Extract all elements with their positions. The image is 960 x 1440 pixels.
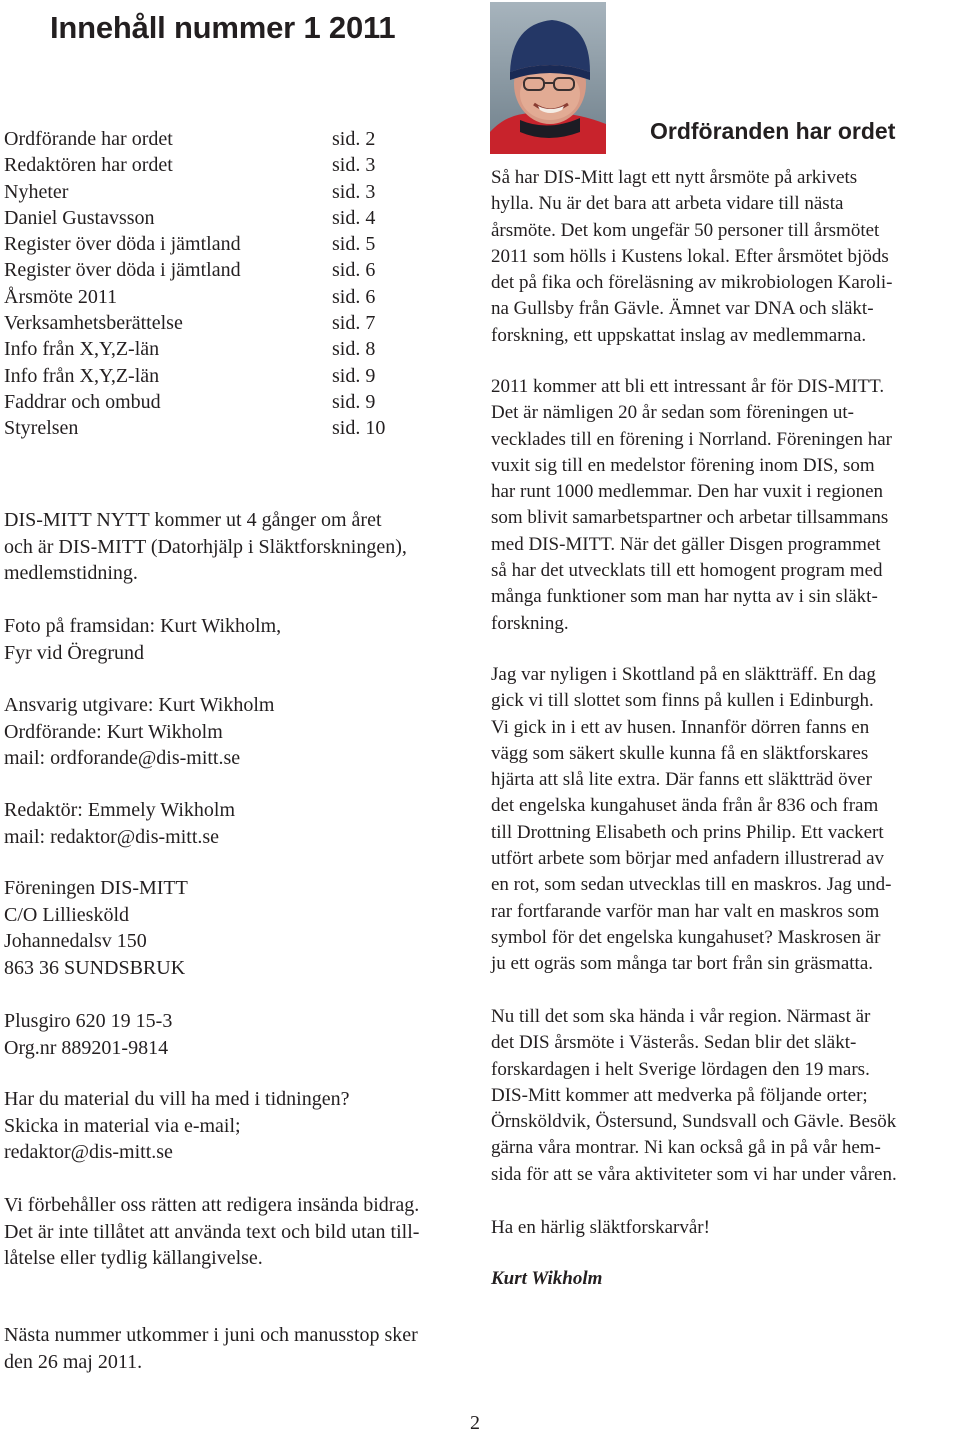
text-line: många funktioner som man har nytta av i sin släkt- <box>491 586 878 608</box>
text-line: DIS-MITT NYTT kommer ut 4 gånger om året <box>4 509 382 531</box>
toc-label: Daniel Gustavsson <box>4 206 155 229</box>
text-line: Det är inte tillåtet att använda text och bild utan till- <box>4 1220 420 1243</box>
toc-entry <box>4 310 474 336</box>
toc-label: Info från X,Y,Z-län <box>4 338 160 361</box>
text-line: vägg som säkert skulle kunna få en släktforskares <box>491 742 869 764</box>
signature: Kurt Wikholm <box>491 1268 603 1289</box>
article-paragraph <box>491 374 954 637</box>
text-line: Vi gick in i ett av husen. Innanför dörren fanns en <box>491 716 870 738</box>
text-line: låtelse eller tydlig källangivelse. <box>4 1247 263 1269</box>
toc-label: Register över döda i jämtland <box>4 259 241 282</box>
text-line: Har du material du vill ha med i tidningen? <box>4 1088 350 1110</box>
text-line: gick vi till slottet som finns på kullen i Edinburgh. <box>491 690 874 712</box>
text-line: har runt 1000 medlemmar. Den har vuxit i regionen <box>491 481 884 503</box>
toc-entry <box>4 363 474 389</box>
toc-entry <box>4 415 474 441</box>
text-line: Johannedalsv 150 <box>4 930 147 952</box>
text-line: Ansvarig utgivare: Kurt Wikholm <box>4 694 275 716</box>
article-paragraph <box>491 1004 954 1188</box>
toc-page: sid. 8 <box>332 338 376 361</box>
text-line: vecklades till en förening i Norrland. Föreningen har <box>491 428 892 450</box>
text-line: den 26 maj 2011. <box>4 1350 143 1373</box>
toc-label: Nyheter <box>4 180 69 203</box>
text-line: en rot, som sedan utvecklas till en maskros. Jag und- <box>491 874 892 896</box>
text-line: det DIS årsmöte i Västerås. Sedan blir det släkt- <box>491 1032 857 1054</box>
toc-entry <box>4 126 474 152</box>
toc-page: sid. 3 <box>332 154 376 177</box>
editor-block <box>4 797 474 850</box>
text-line: med DIS-MITT. När det gäller Disgen programmet <box>491 533 881 555</box>
toc-label: Info från X,Y,Z-län <box>4 364 160 387</box>
chairman-photo <box>490 2 606 154</box>
toc-entry <box>4 152 474 178</box>
toc-page: sid. 2 <box>332 128 376 150</box>
text-line: det på fika och föreläsning av mikrobiologen Karoli- <box>491 272 893 294</box>
toc-entry <box>4 284 474 310</box>
toc-entry <box>4 389 474 415</box>
text-line: symbol för det engelska kungahuset? Maskrosen är <box>491 926 881 948</box>
text-line: Jag var nyligen i Skottland på en släktträff. En dag <box>491 664 876 685</box>
toc-entry <box>4 231 474 257</box>
toc-page: sid. 9 <box>332 364 376 387</box>
toc-label: Faddrar och ombud <box>4 390 161 413</box>
toc-page: sid. 7 <box>332 312 376 335</box>
article-paragraph <box>491 1215 954 1241</box>
toc-entry <box>4 179 474 205</box>
text-line: Ha en härlig släktforskarvår! <box>491 1217 710 1238</box>
publisher-block <box>4 692 474 772</box>
text-line: gärna våra montrar. Ni kan också gå in på vår hem- <box>491 1137 881 1159</box>
page-number: 2 <box>470 1412 480 1434</box>
text-line: sida för att se våra aktiviteter som vi har under våren. <box>491 1163 897 1185</box>
text-line: mail: redaktor@dis-mitt.se <box>4 825 220 848</box>
text-line: till Drottning Elisabeth och prins Philip. Ett vackert <box>491 821 884 843</box>
toc-label: Redaktören har ordet <box>4 154 173 177</box>
text-line: DIS-Mitt kommer att medverka på följande orter; <box>491 1084 868 1106</box>
text-line: forskardagen i helt Sverige lördagen den 19 mars. <box>491 1058 870 1080</box>
text-line: utfört arbete som börjar med anfadern illustrerad av <box>491 848 885 870</box>
toc-page: sid. 6 <box>332 259 376 282</box>
toc-page: sid. 5 <box>332 233 376 256</box>
text-line: det engelska kungahuset ända från år 836 och fram <box>491 795 879 817</box>
page-title: Innehåll nummer 1 2011 <box>50 10 396 45</box>
toc-label: Styrelsen <box>4 417 79 440</box>
next-issue-block <box>4 1322 474 1375</box>
text-line: Nästa nummer utkommer i juni och manusstop sker <box>4 1324 418 1346</box>
toc-page: sid. 4 <box>332 206 376 229</box>
address-block <box>4 875 474 981</box>
text-line: Redaktör: Emmely Wikholm <box>4 799 236 821</box>
chairman-portrait-icon <box>490 2 606 154</box>
submit-block <box>4 1086 474 1166</box>
toc-label: Årsmöte 2011 <box>4 285 118 308</box>
cover-photo-credit <box>4 613 474 666</box>
text-line: medlemstidning. <box>4 562 138 584</box>
text-line: vuxit sig till en medelstor förening inom DIS, som <box>491 454 875 476</box>
text-line: Skicka in material via e-mail; <box>4 1114 241 1137</box>
text-line: Föreningen DIS-MITT <box>4 877 188 899</box>
text-line: Ordförande: Kurt Wikholm <box>4 720 223 743</box>
toc-label: Verksamhetsberättelse <box>4 312 183 335</box>
article-paragraph <box>491 165 954 349</box>
text-line: hylla. Nu är det bara att arbeta vidare till nästa <box>491 193 844 215</box>
toc-page: sid. 6 <box>332 285 376 308</box>
text-line: Plusgiro 620 19 15-3 <box>4 1010 173 1032</box>
text-line: Nu till det som ska hända i vår region. Närmast är <box>491 1006 871 1027</box>
toc-page: sid. 3 <box>332 180 376 203</box>
table-of-contents <box>4 126 474 442</box>
article-heading: Ordföranden har ordet <box>650 118 896 144</box>
text-line: 863 36 SUNDSBRUK <box>4 956 186 979</box>
toc-entry <box>4 257 474 283</box>
text-line: och är DIS-MITT (Datorhjälp i Släktforskningen), <box>4 535 407 558</box>
text-line: Foto på framsidan: Kurt Wikholm, <box>4 615 282 637</box>
toc-label: Ordförande har ordet <box>4 128 173 150</box>
text-line: Fyr vid Öregrund <box>4 641 144 664</box>
rights-block <box>4 1192 474 1272</box>
accounts-block <box>4 1008 474 1061</box>
text-line: Det är nämligen 20 år sedan som föreningen ut- <box>491 402 854 424</box>
toc-entry <box>4 205 474 231</box>
toc-entry <box>4 336 474 362</box>
article-paragraph <box>491 662 954 978</box>
text-line: Så har DIS-Mitt lagt ett nytt årsmöte på arkivets <box>491 167 858 188</box>
text-line: som blivit samarbetspartner och arbetar tillsammans <box>491 507 889 529</box>
text-line: 2011 som hölls i Kustens lokal. Efter årsmötet bjöds <box>491 245 889 267</box>
text-line: Örnsköldvik, Östersund, Sundsvall och Gävle. Besök <box>491 1111 897 1133</box>
text-line: C/O Lilliesköld <box>4 903 129 926</box>
text-line: så har det utvecklats till ett homogent program med <box>491 560 883 582</box>
text-line: forskning. <box>491 612 569 634</box>
text-line: na Gullsby från Gävle. Ämnet var DNA och släkt- <box>491 298 874 320</box>
text-line: mail: ordforande@dis-mitt.se <box>4 747 241 769</box>
text-line: årsmöte. Det kom ungefär 50 personer till årsmötet <box>491 219 880 241</box>
text-line: ju ett ogräs som många tar bort från sin gräsmatta. <box>491 953 874 975</box>
text-line: forskning, ett uppskattat inslag av medlemmarna. <box>491 324 867 346</box>
text-line: redaktor@dis-mitt.se <box>4 1141 173 1163</box>
text-line: rar fortfarande varför man har valt en maskros som <box>491 900 880 922</box>
toc-label: Register över döda i jämtland <box>4 233 241 256</box>
text-line: Org.nr 889201-9814 <box>4 1036 169 1059</box>
about-block <box>4 507 474 587</box>
text-line: hjärta att slå lite extra. Där fanns ett släktträd över <box>491 769 872 791</box>
text-line: 2011 kommer att bli ett intressant år för DIS-MITT. <box>491 376 885 397</box>
text-line: Vi förbehåller oss rätten att redigera insända bidrag. <box>4 1194 420 1216</box>
toc-page: sid. 9 <box>332 390 376 413</box>
toc-page: sid. 10 <box>332 417 386 440</box>
